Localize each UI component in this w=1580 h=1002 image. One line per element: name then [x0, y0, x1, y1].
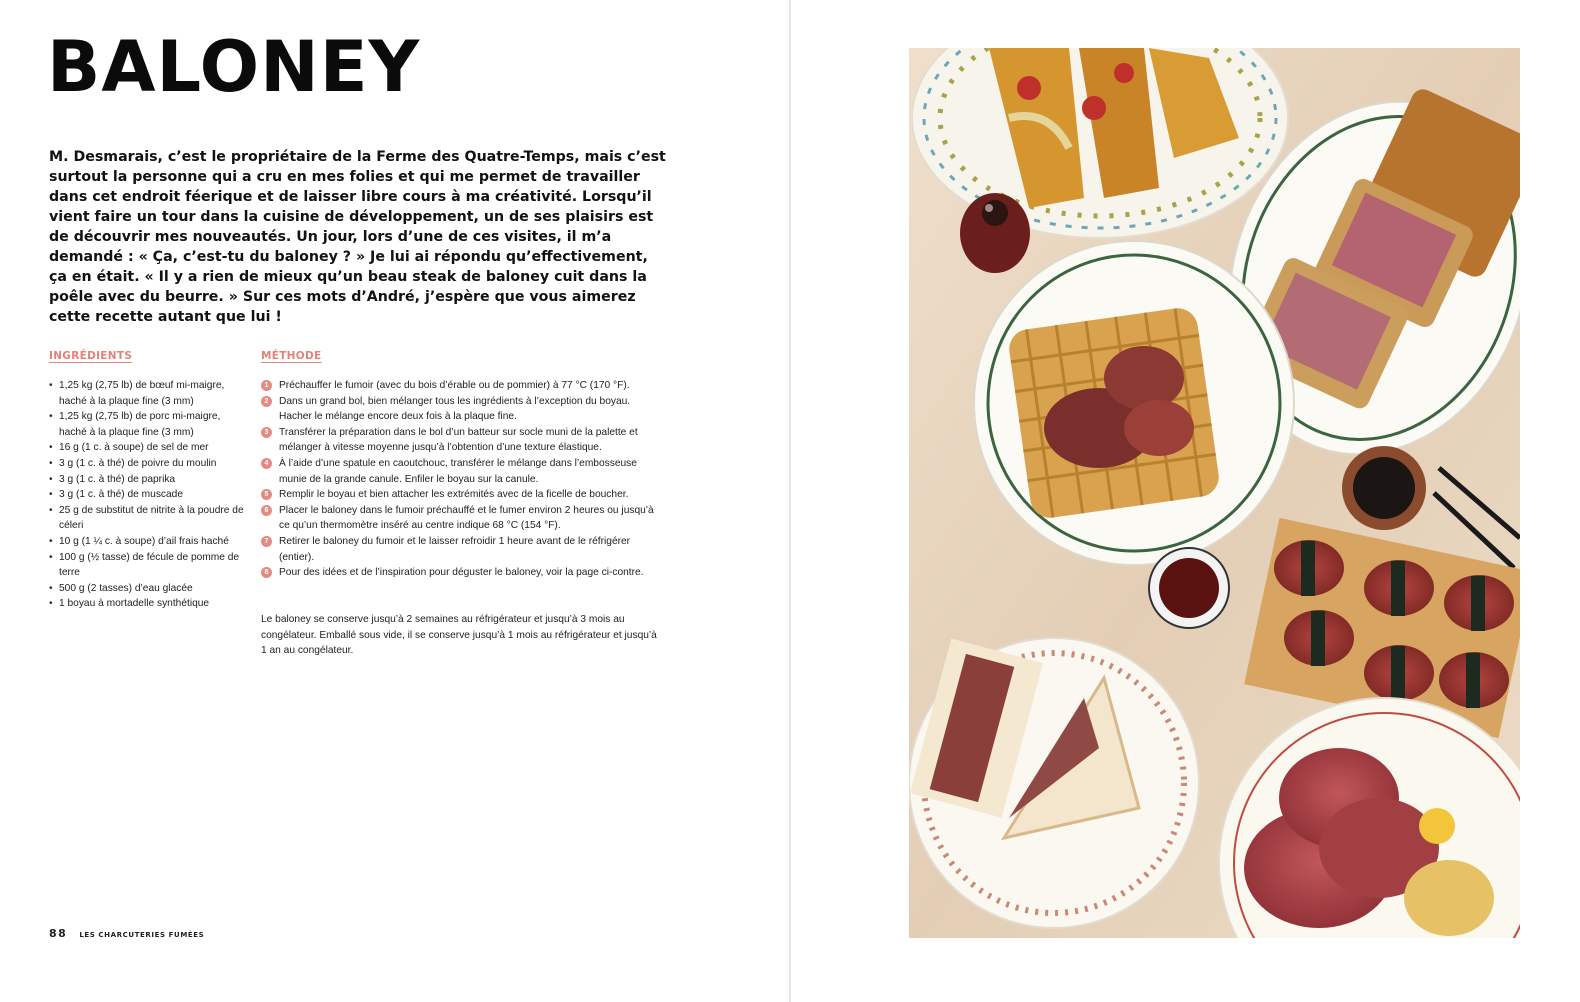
- method-step: [261, 425, 661, 456]
- waffle-plate: [974, 241, 1294, 565]
- page-number: 88: [49, 927, 68, 940]
- method-list: [261, 378, 661, 581]
- step-text: Transférer la préparation dans le bol d’un batteur sur socle muni de la palette et mélanger à vitesse moyenne jusqu’à l’obtention d’une texture élastique.: [279, 426, 638, 454]
- ingredient-item: • 1,25 kg (2,75 lb) de porc mi-maigre, haché à la plaque fine (3 mm): [49, 409, 249, 440]
- ingredients-heading: INGRÉDIENTS: [49, 350, 133, 362]
- ingredient-item: • 1,25 kg (2,75 lb) de bœuf mi-maigre, haché à la plaque fine (3 mm): [49, 378, 249, 409]
- maple-syrup-cup: [1149, 548, 1229, 628]
- step-number-badge: 4: [261, 458, 272, 469]
- right-page: [791, 0, 1580, 1002]
- method-step: [261, 456, 661, 487]
- step-text: Préchauffer le fumoir (avec du bois d’érable ou de pommier) à 77 °C (170 °F).: [279, 380, 630, 391]
- page-footer: [49, 927, 204, 940]
- step-text: À l’aide d’une spatule en caoutchouc, transférer le mélange dans l’embosseuse munie de la grande canule. Enfiler le boyau sur la canule.: [279, 457, 637, 485]
- method-step: [261, 503, 661, 534]
- step-number-badge: 3: [261, 427, 272, 438]
- ingredient-item: • 10 g (1 ¼ c. à soupe) d’ail frais haché: [49, 534, 249, 550]
- step-text: Placer le baloney dans le fumoir préchauffé et le fumer environ 2 heures ou jusqu’à ce qu’un thermomètre inséré au centre indique 68 °C (154 °F).: [279, 504, 654, 532]
- running-head: LES CHARCUTERIES FUMÉES: [79, 931, 205, 939]
- step-number-badge: 5: [261, 489, 272, 500]
- ingredient-item: • 16 g (1 c. à soupe) de sel de mer: [49, 440, 249, 456]
- ingredient-item: • 100 g (½ tasse) de fécule de pomme de terre: [49, 550, 249, 581]
- step-text: Remplir le boyau et bien attacher les extrémités avec de la ficelle de boucher.: [279, 489, 629, 501]
- method-step: [261, 378, 661, 394]
- ingredient-item: • 3 g (1 c. à thé) de muscade: [49, 487, 249, 503]
- ingredient-item: • 3 g (1 c. à thé) de paprika: [49, 472, 249, 488]
- food-photo: [909, 48, 1520, 938]
- ingredient-item: • 3 g (1 c. à thé) de poivre du moulin: [49, 456, 249, 472]
- step-number-badge: 7: [261, 536, 272, 547]
- storage-note: Le baloney se conserve jusqu’à 2 semaines au réfrigérateur et jusqu’à 3 mois au congélateur. Emballé sous vide, il se conserve jusqu’à 1 mois au réfrigérateur et jusqu’à 1 an au congélateur.: [261, 614, 657, 657]
- recipe-title: BALONEY: [47, 26, 421, 108]
- step-number-badge: 8: [261, 567, 272, 578]
- step-text: Dans un grand bol, bien mélanger tous les ingrédients à l’exception du boyau. Hacher le mélange encore deux fois à la plaque fine.: [279, 395, 631, 423]
- step-number-badge: 6: [261, 505, 272, 516]
- ingredient-item: • 1 boyau à mortadelle synthétique: [49, 596, 249, 612]
- ingredient-item: • 25 g de substitut de nitrite à la poudre de céleri: [49, 503, 249, 534]
- intro-paragraph: M. Desmarais, c’est le propriétaire de la Ferme des Quatre-Temps, mais c’est surtout la personne qui a cru en mes folies et qui me permet de travailler dans cet endroit féerique et de laisser libre cours à ma créativité. Lorsqu’il vient faire un tour dans la cuisine de développement, un de ses plaisirs est de découvrir mes nouveautés. Un jour, lors d’une de ces visites, il m’a demandé : « Ça, c’est-tu du baloney ? » Je lui ai répondu qu’effectivement, ça en était. « Il y a rien de mieux qu’un beau steak de baloney cuit dans la poêle avec du beurre. » Sur ces mots d’André, j’espère que vous aimerez cette recette autant que lui !: [49, 149, 666, 325]
- sandwich-plate: [909, 638, 1199, 928]
- ingredients-list: [49, 378, 249, 612]
- method-step: [261, 565, 661, 581]
- hot-sauce-bottle: [960, 193, 1030, 273]
- method-step: [261, 394, 661, 425]
- method-step: [261, 487, 661, 503]
- step-number-badge: 1: [261, 380, 272, 391]
- step-number-badge: 2: [261, 396, 272, 407]
- step-text: Retirer le baloney du fumoir et le laisser refroidir 1 heure avant de le réfrigérer (entier).: [279, 535, 631, 563]
- ingredient-item: • 500 g (2 tasses) d’eau glacée: [49, 581, 249, 597]
- method-step: [261, 534, 661, 565]
- method-heading: MÉTHODE: [261, 350, 322, 362]
- step-text: Pour des idées et de l’inspiration pour déguster le baloney, voir la page ci-contre.: [279, 567, 644, 579]
